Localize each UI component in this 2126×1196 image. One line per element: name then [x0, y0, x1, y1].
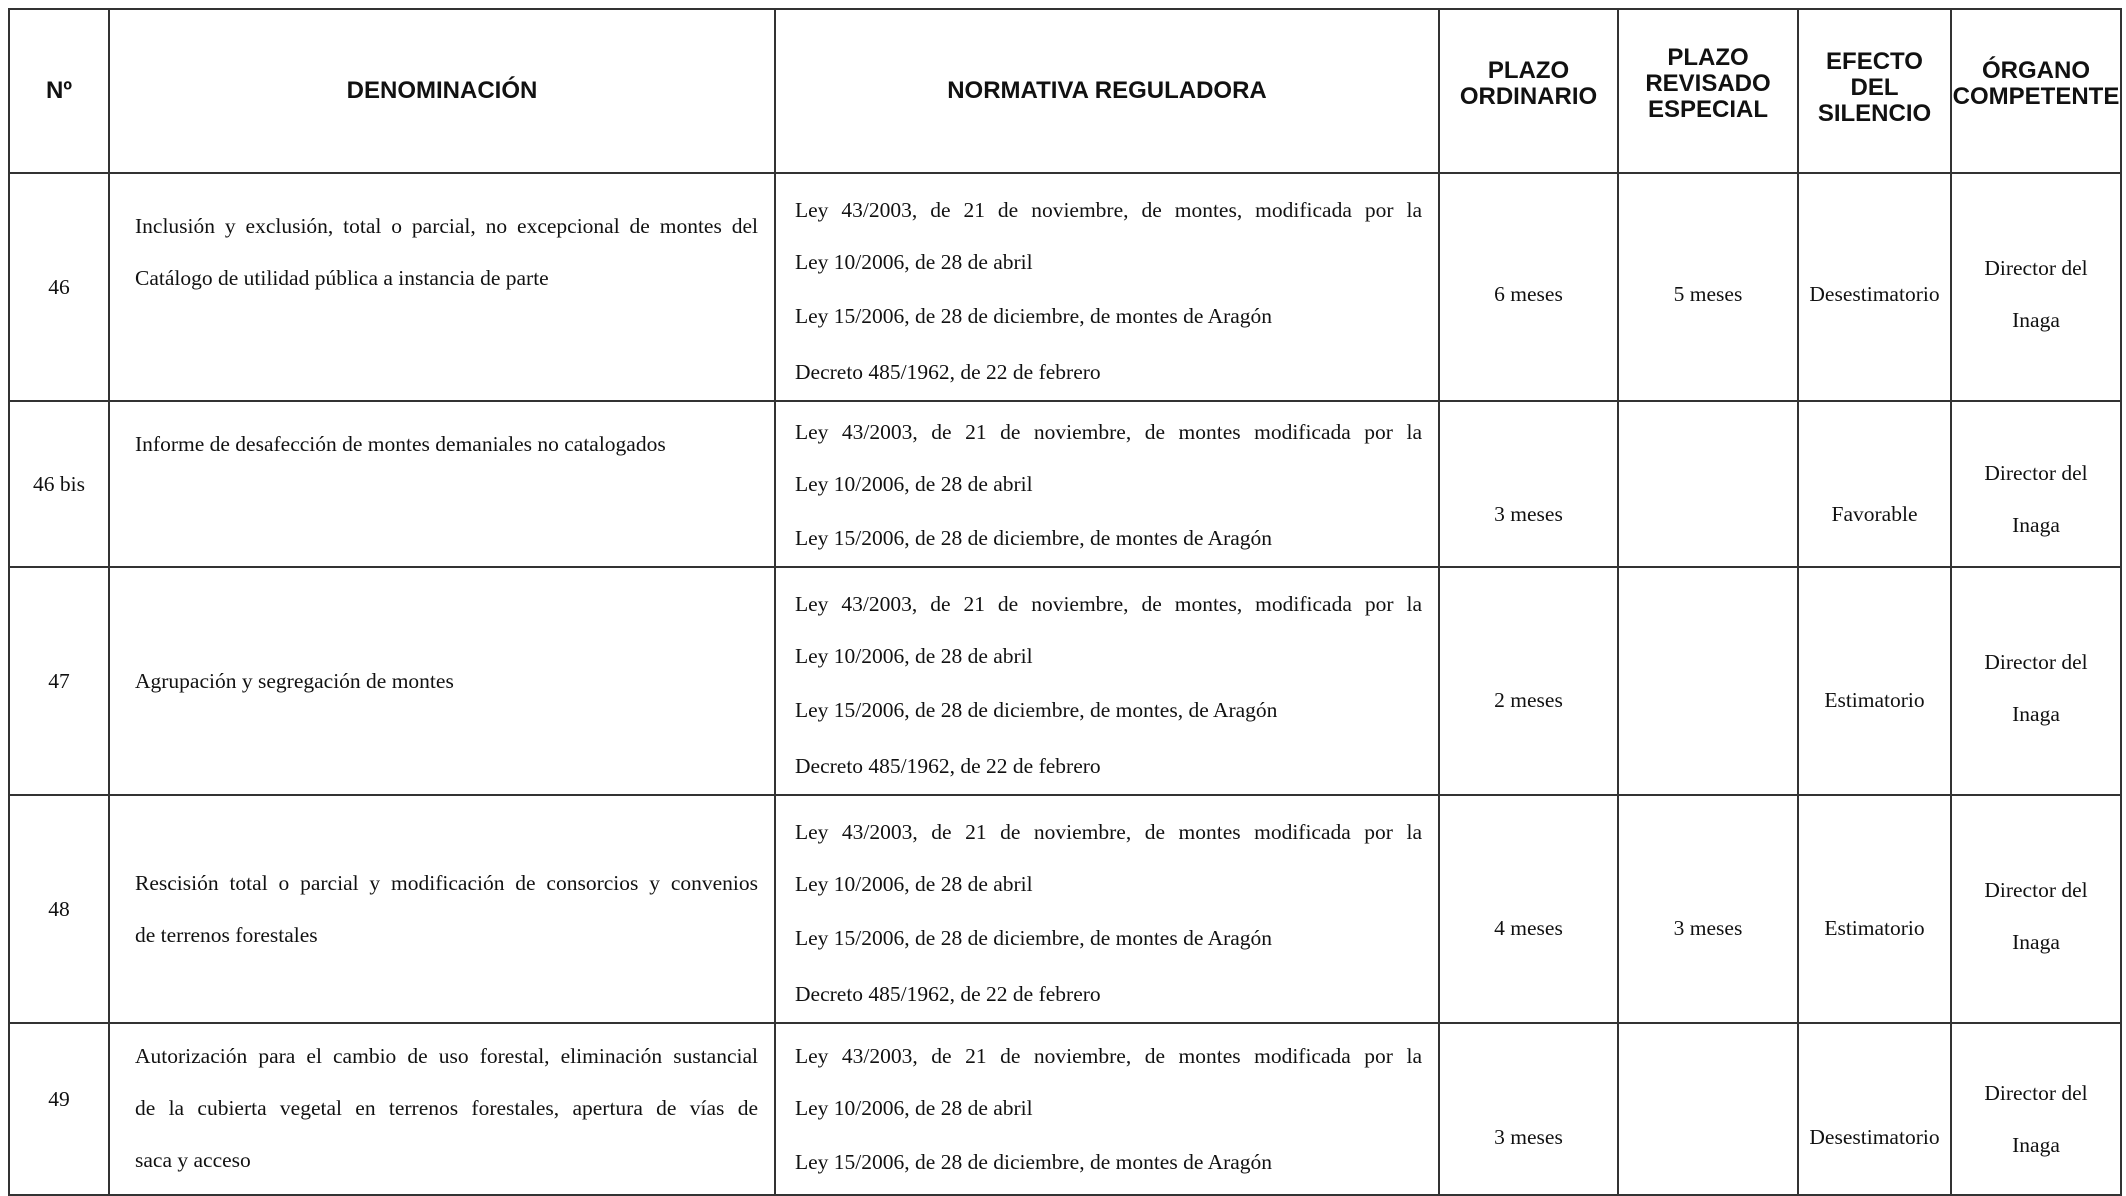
row-denominacion [109, 1023, 775, 1195]
normativa-line: Ley 10/2006, de 28 de abril [795, 250, 1033, 274]
row-plazo-ordinario: 2 meses [1439, 567, 1618, 795]
normativa-line: Ley 43/2003, de 21 de noviembre, de montes modificada por la [795, 1044, 1422, 1068]
normativa-line: Ley 10/2006, de 28 de abril [795, 1096, 1033, 1120]
header-plazo-ordinario-line: PLAZO [1487, 57, 1570, 84]
normativa-line: Ley 10/2006, de 28 de abril [795, 872, 1033, 896]
denominacion-line: saca y acceso [135, 1148, 251, 1172]
header-plazo-revisado-line: PLAZO [1667, 44, 1749, 71]
header-efecto-line: DEL [1850, 74, 1899, 101]
row-num: 46 bis [9, 401, 109, 567]
row-num: 48 [9, 795, 109, 1023]
normativa-line: Decreto 485/1962, de 22 de febrero [795, 754, 1101, 778]
header-normativa-label: NORMATIVA REGULADORA [947, 77, 1267, 104]
row-plazo-ordinario: 4 meses [1439, 795, 1618, 1023]
row-denominacion [109, 173, 775, 401]
row-denominacion [109, 567, 775, 795]
header-efecto-line: SILENCIO [1817, 100, 1932, 127]
header-denominacion-label: DENOMINACIÓN [346, 77, 538, 104]
row-organo [1951, 173, 2121, 401]
organo-line: Inaga [2012, 308, 2060, 332]
header-normativa [775, 9, 1439, 173]
header-plazo-revisado [1618, 9, 1798, 173]
normativa-line: Ley 15/2006, de 28 de diciembre, de montes de Aragón [795, 526, 1273, 550]
row-efecto: Estimatorio [1798, 795, 1951, 1023]
normativa-line: Ley 43/2003, de 21 de noviembre, de montes, modificada por la [795, 592, 1422, 616]
row-normativa [775, 401, 1439, 567]
normativa-line: Ley 15/2006, de 28 de diciembre, de montes de Aragón [795, 926, 1273, 950]
denominacion-line: Autorización para el cambio de uso forestal, eliminación sustancial [135, 1044, 758, 1068]
row-plazo-revisado [1618, 1023, 1798, 1195]
row-normativa [775, 1023, 1439, 1195]
row-plazo-ordinario: 3 meses [1439, 401, 1618, 567]
organo-line: Inaga [2012, 930, 2060, 954]
row-num: 47 [9, 567, 109, 795]
organo-line: Director del [1984, 650, 2088, 674]
table-row [9, 401, 2121, 567]
row-plazo-ordinario: 3 meses [1439, 1023, 1618, 1195]
row-organo [1951, 401, 2121, 567]
row-plazo-revisado [1618, 401, 1798, 567]
denominacion-line: de la cubierta vegetal en terrenos forestales, apertura de vías de [135, 1096, 758, 1120]
organo-line: Inaga [2012, 513, 2060, 537]
header-efecto-line: EFECTO [1826, 48, 1923, 75]
table-row [9, 1023, 2121, 1195]
row-plazo-revisado: 5 meses [1618, 173, 1798, 401]
organo-line: Director del [1984, 1081, 2088, 1105]
denominacion-line: de terrenos forestales [135, 923, 318, 947]
row-denominacion [109, 795, 775, 1023]
row-denominacion [109, 401, 775, 567]
procedures-table [8, 8, 2122, 1196]
normativa-line: Ley 43/2003, de 21 de noviembre, de montes, modificada por la [795, 198, 1422, 222]
row-efecto: Desestimatorio [1798, 1023, 1951, 1195]
denominacion-line: Informe de desafección de montes demaniales no catalogados [135, 432, 666, 456]
header-num-label: Nº [45, 77, 73, 104]
header-organo-line: ÓRGANO [1982, 57, 2090, 84]
row-efecto: Desestimatorio [1798, 173, 1951, 401]
row-num: 49 [9, 1023, 109, 1195]
row-plazo-ordinario: 6 meses [1439, 173, 1618, 401]
row-num: 46 [9, 173, 109, 401]
header-plazo-ordinario [1439, 9, 1618, 173]
normativa-line: Ley 43/2003, de 21 de noviembre, de montes modificada por la [795, 820, 1422, 844]
header-organo [1951, 9, 2121, 173]
row-efecto: Favorable [1798, 401, 1951, 567]
row-normativa [775, 567, 1439, 795]
header-efecto [1798, 9, 1951, 173]
normativa-line: Ley 15/2006, de 28 de diciembre, de montes de Aragón [795, 1150, 1273, 1174]
organo-line: Director del [1984, 256, 2088, 280]
row-plazo-revisado: 3 meses [1618, 795, 1798, 1023]
row-organo [1951, 567, 2121, 795]
denominacion-line: Rescisión total o parcial y modificación de consorcios y convenios [135, 871, 758, 895]
denominacion-line: Agrupación y segregación de montes [135, 669, 454, 693]
normativa-line: Ley 10/2006, de 28 de abril [795, 644, 1033, 668]
row-organo [1951, 1023, 2121, 1195]
header-denominacion [109, 9, 775, 173]
organo-line: Inaga [2012, 1133, 2060, 1157]
denominacion-line: Inclusión y exclusión, total o parcial, no excepcional de montes del [135, 214, 758, 238]
header-plazo-revisado-line: REVISADO [1645, 70, 1771, 97]
table-row [9, 567, 2121, 795]
header-plazo-ordinario-line: ORDINARIO [1459, 83, 1598, 110]
normativa-line: Ley 10/2006, de 28 de abril [795, 472, 1033, 496]
normativa-line: Decreto 485/1962, de 22 de febrero [795, 360, 1101, 384]
normativa-line: Ley 15/2006, de 28 de diciembre, de montes, de Aragón [795, 698, 1278, 722]
table-row [9, 795, 2121, 1023]
header-num [9, 9, 109, 173]
organo-line: Director del [1984, 461, 2088, 485]
row-efecto: Estimatorio [1798, 567, 1951, 795]
normativa-line: Decreto 485/1962, de 22 de febrero [795, 982, 1101, 1006]
row-plazo-revisado [1618, 567, 1798, 795]
row-normativa [775, 173, 1439, 401]
organo-line: Director del [1984, 878, 2088, 902]
row-organo [1951, 795, 2121, 1023]
table-row [9, 173, 2121, 401]
header-row [9, 9, 2121, 173]
organo-line: Inaga [2012, 702, 2060, 726]
header-organo-line: COMPETENTE [1952, 83, 2120, 110]
normativa-line: Ley 15/2006, de 28 de diciembre, de montes de Aragón [795, 304, 1273, 328]
header-plazo-revisado-line: ESPECIAL [1647, 96, 1769, 123]
denominacion-line: Catálogo de utilidad pública a instancia de parte [135, 266, 549, 290]
normativa-line: Ley 43/2003, de 21 de noviembre, de montes modificada por la [795, 420, 1422, 444]
row-normativa [775, 795, 1439, 1023]
